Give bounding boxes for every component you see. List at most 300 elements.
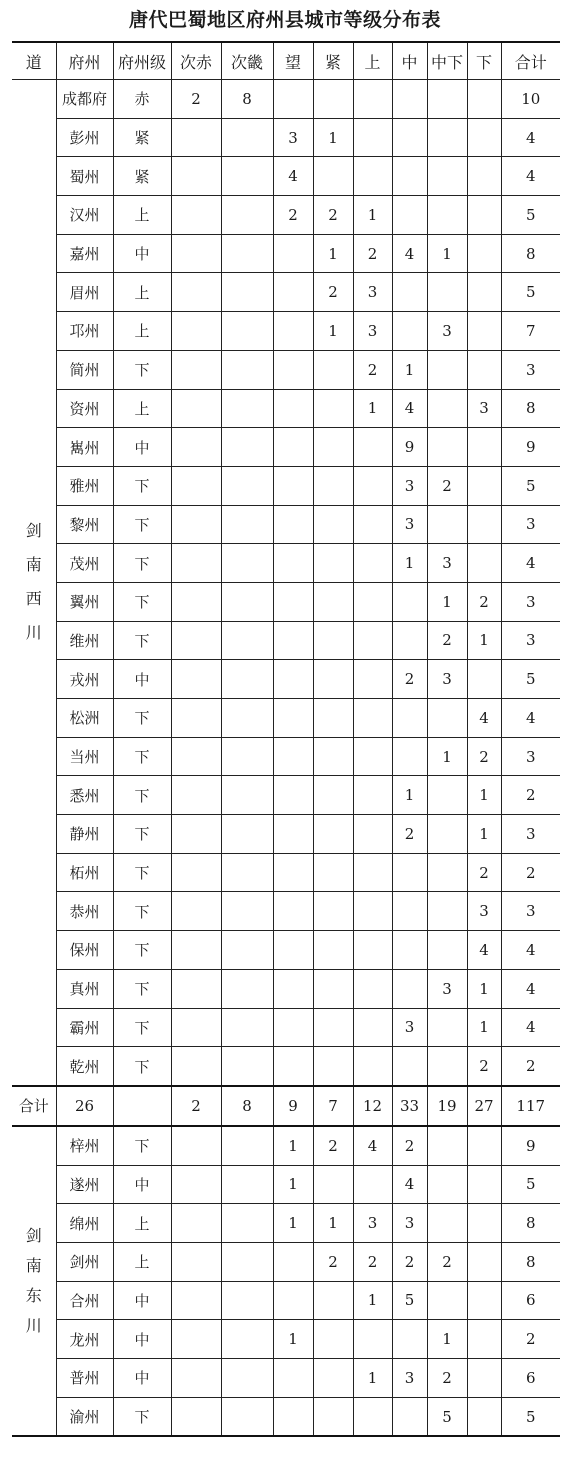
table-cell: 下 [113,621,171,660]
table-cell: 乾州 [56,1047,113,1086]
table-cell: 4 [501,1008,560,1047]
table-cell: 3 [501,621,560,660]
table-cell: 下 [113,737,171,776]
table-cell [273,1008,313,1047]
table-cell [221,428,273,467]
table-row [12,80,560,119]
table-cell [427,853,467,892]
table-cell: 3 [427,969,467,1008]
table-cell [392,621,427,660]
table-row [12,428,560,467]
table-cell [353,505,392,544]
table-cell [171,157,221,196]
table-cell [467,505,501,544]
table-cell: 3 [392,1008,427,1047]
table-cell [313,621,353,660]
table-cell: 简州 [56,350,113,389]
table-cell [221,350,273,389]
column-header: 道 [12,42,56,80]
table-cell: 龙州 [56,1320,113,1359]
table-cell [313,544,353,583]
subtotal-cell: 33 [392,1086,427,1126]
table-cell [392,737,427,776]
table-row [12,273,560,312]
table-cell: 2 [467,1047,501,1086]
table-cell [171,544,221,583]
table-cell [221,969,273,1008]
table-cell [273,350,313,389]
table-row [12,1204,560,1243]
table-cell: 4 [501,157,560,196]
table-cell: 2 [392,660,427,699]
table-cell: 4 [501,544,560,583]
table-cell [392,1320,427,1359]
table-cell: 成都府 [56,80,113,119]
table-cell [313,389,353,428]
table-cell: 5 [392,1281,427,1320]
table-cell: 2 [353,1242,392,1281]
table-cell [273,428,313,467]
table-cell [427,157,467,196]
table-cell [171,582,221,621]
table-cell [273,505,313,544]
table-cell: 保州 [56,931,113,970]
table-cell: 3 [427,544,467,583]
table-cell [171,776,221,815]
table-row [12,312,560,351]
table-cell [171,737,221,776]
table-cell [427,350,467,389]
table-cell [353,660,392,699]
table-cell [313,1047,353,1086]
table-cell: 1 [273,1126,313,1165]
table-cell [171,1281,221,1320]
table-cell [392,118,427,157]
table-cell: 下 [113,582,171,621]
table-cell: 翼州 [56,582,113,621]
table-cell: 黎州 [56,505,113,544]
table-cell: 9 [501,1126,560,1165]
table-cell: 3 [353,273,392,312]
table-cell [467,428,501,467]
table-cell: 2 [392,815,427,854]
table-cell: 下 [113,350,171,389]
table-cell [313,815,353,854]
table-cell [392,969,427,1008]
table-cell: 7 [501,312,560,351]
table-row [12,1320,560,1359]
table-cell: 眉州 [56,273,113,312]
table-cell [427,428,467,467]
table-cell: 2 [313,1126,353,1165]
table-row [12,699,560,738]
table-cell [171,1359,221,1398]
table-cell [273,931,313,970]
table-row [12,1397,560,1436]
table-cell: 1 [467,1008,501,1047]
table-cell: 5 [427,1397,467,1436]
table-cell [392,1047,427,1086]
table-cell [221,544,273,583]
table-cell: 3 [427,312,467,351]
column-header: 合计 [501,42,560,80]
table-cell [171,699,221,738]
table-cell [313,1320,353,1359]
table-cell [273,853,313,892]
table-cell [427,505,467,544]
table-cell: 中 [113,1320,171,1359]
column-header: 次畿 [221,42,273,80]
table-cell [392,273,427,312]
subtotal-row [12,1086,560,1126]
table-cell [171,1242,221,1281]
table-cell [427,1204,467,1243]
table-cell: 5 [501,196,560,235]
table-cell [392,582,427,621]
table-cell: 2 [501,1320,560,1359]
table-cell [467,544,501,583]
subtotal-cell: 12 [353,1086,392,1126]
table-cell: 1 [427,582,467,621]
table-cell [313,776,353,815]
table-cell: 梓州 [56,1126,113,1165]
table-cell [221,621,273,660]
table-cell: 1 [353,1281,392,1320]
table-cell: 2 [313,196,353,235]
subtotal-cell: 2 [171,1086,221,1126]
table-cell [221,1047,273,1086]
table-cell: 1 [467,815,501,854]
table-cell [221,1397,273,1436]
table-cell [427,815,467,854]
table-cell [171,815,221,854]
table-cell: 2 [313,1242,353,1281]
table-cell [353,737,392,776]
table-cell: 下 [113,699,171,738]
table-cell [427,931,467,970]
table-cell: 1 [467,776,501,815]
table-row [12,853,560,892]
table-cell [313,660,353,699]
table-cell: 2 [427,466,467,505]
city-grade-table [12,41,560,1437]
table-cell: 1 [313,234,353,273]
table-cell [221,737,273,776]
table-cell [273,1359,313,1398]
table-cell: 2 [427,1359,467,1398]
table-cell: 汉州 [56,196,113,235]
table-cell [273,1242,313,1281]
table-row [12,931,560,970]
table-cell: 悉州 [56,776,113,815]
table-cell [171,621,221,660]
subtotal-cell: 合计 [12,1086,56,1126]
table-cell [427,80,467,119]
table-cell [427,1126,467,1165]
table-cell [467,118,501,157]
table-row [12,737,560,776]
table-cell [313,737,353,776]
table-cell: 上 [113,389,171,428]
table-cell: 8 [501,389,560,428]
table-cell [273,582,313,621]
table-cell: 1 [273,1320,313,1359]
table-cell [467,1397,501,1436]
table-cell [313,969,353,1008]
table-cell: 下 [113,892,171,931]
table-cell [427,1047,467,1086]
table-cell [392,699,427,738]
table-cell: 9 [501,428,560,467]
table-cell [221,1204,273,1243]
table-cell: 8 [501,1242,560,1281]
subtotal-cell: 7 [313,1086,353,1126]
table-cell [273,389,313,428]
table-cell: 2 [501,776,560,815]
circuit-name-cell: 剑 南 西 川 [12,80,56,1086]
table-row [12,1165,560,1204]
table-row [12,815,560,854]
table-cell: 9 [392,428,427,467]
table-row [12,389,560,428]
table-cell: 柘州 [56,853,113,892]
table-cell [221,1126,273,1165]
table-cell: 中 [113,1165,171,1204]
table-cell: 6 [501,1359,560,1398]
column-header: 府州 [56,42,113,80]
column-header: 中下 [427,42,467,80]
table-cell [273,466,313,505]
table-cell [273,776,313,815]
table-cell [353,544,392,583]
subtotal-cell: 8 [221,1086,273,1126]
table-cell: 资州 [56,389,113,428]
column-header: 上 [353,42,392,80]
table-cell [353,80,392,119]
table-cell [467,466,501,505]
table-cell: 4 [501,931,560,970]
table-cell [467,1165,501,1204]
table-cell: 4 [273,157,313,196]
table-cell: 5 [501,1397,560,1436]
table-cell [427,1008,467,1047]
table-cell [171,931,221,970]
table-cell [273,80,313,119]
table-cell: 1 [273,1204,313,1243]
table-cell [273,699,313,738]
table-cell: 4 [467,931,501,970]
table-cell [353,699,392,738]
table-cell [353,1047,392,1086]
table-cell [171,1047,221,1086]
table-cell: 1 [467,969,501,1008]
table-cell [353,428,392,467]
table-cell: 下 [113,815,171,854]
table-cell [221,776,273,815]
table-cell: 静州 [56,815,113,854]
table-cell [171,428,221,467]
table-cell: 3 [467,892,501,931]
table-cell: 3 [501,505,560,544]
table-cell [171,312,221,351]
table-cell [313,892,353,931]
table-cell: 3 [392,466,427,505]
table-cell [467,1281,501,1320]
table-cell: 2 [353,234,392,273]
table-cell: 2 [313,273,353,312]
table-cell [171,1165,221,1204]
table-cell [171,660,221,699]
table-cell [392,80,427,119]
table-cell [392,196,427,235]
table-cell [273,737,313,776]
table-cell [313,466,353,505]
table-cell: 下 [113,931,171,970]
table-cell [313,350,353,389]
table-cell [427,699,467,738]
table-cell: 下 [113,466,171,505]
table-cell: 2 [392,1126,427,1165]
table-cell [467,234,501,273]
table-cell: 霸州 [56,1008,113,1047]
table-cell: 3 [501,582,560,621]
table-cell [467,660,501,699]
table-cell [221,1242,273,1281]
table-cell [392,157,427,196]
table-cell [221,853,273,892]
table-cell: 中 [113,1359,171,1398]
table-cell [427,1165,467,1204]
table-cell [171,969,221,1008]
table-cell [392,312,427,351]
table-cell: 上 [113,196,171,235]
table-cell [313,1008,353,1047]
table-cell [273,969,313,1008]
table-row [12,118,560,157]
table-cell [427,196,467,235]
table-cell [427,892,467,931]
table-cell: 恭州 [56,892,113,931]
table-row [12,157,560,196]
table-cell: 茂州 [56,544,113,583]
table-row [12,544,560,583]
table-cell [171,234,221,273]
table-cell: 2 [467,582,501,621]
table-cell [273,1281,313,1320]
table-cell: 1 [467,621,501,660]
table-cell [313,931,353,970]
table-cell [467,1126,501,1165]
table-cell [467,1320,501,1359]
table-cell [353,621,392,660]
table-cell: 雅州 [56,466,113,505]
column-header: 紧 [313,42,353,80]
table-cell: 4 [501,969,560,1008]
table-cell: 绵州 [56,1204,113,1243]
table-cell [221,505,273,544]
table-cell [392,892,427,931]
table-cell: 上 [113,273,171,312]
table-cell [392,931,427,970]
table-cell [273,660,313,699]
subtotal-cell [113,1086,171,1126]
table-cell [313,1359,353,1398]
table-cell [427,118,467,157]
table-cell [171,466,221,505]
table-cell: 2 [467,853,501,892]
table-cell: 彭州 [56,118,113,157]
table-cell: 2 [171,80,221,119]
table-cell [353,853,392,892]
table-cell: 1 [313,118,353,157]
table-cell [353,815,392,854]
table-cell: 1 [313,1204,353,1243]
table-cell: 5 [501,273,560,312]
table-cell: 5 [501,466,560,505]
table-cell [221,1008,273,1047]
table-cell: 2 [427,1242,467,1281]
table-cell: 维州 [56,621,113,660]
table-cell [273,815,313,854]
table-row [12,1359,560,1398]
table-cell [221,931,273,970]
table-cell [353,892,392,931]
table-row [12,1126,560,1165]
table-cell: 1 [392,544,427,583]
table-cell: 8 [501,234,560,273]
table-cell: 上 [113,312,171,351]
table-cell: 1 [353,1359,392,1398]
table-cell: 4 [467,699,501,738]
table-cell: 中 [113,234,171,273]
table-cell [467,157,501,196]
table-cell: 4 [392,234,427,273]
table-cell [313,1397,353,1436]
table-cell: 2 [467,737,501,776]
table-cell [313,1165,353,1204]
table-cell [313,505,353,544]
table-cell [221,312,273,351]
table-cell: 5 [501,660,560,699]
table-cell: 1 [353,389,392,428]
table-cell: 1 [427,737,467,776]
table-cell: 6 [501,1281,560,1320]
table-cell: 2 [501,853,560,892]
table-title: 唐代巴蜀地区府州县城市等级分布表 [128,9,441,31]
table-cell: 1 [313,312,353,351]
table-cell [171,350,221,389]
header-row [12,42,560,80]
table-cell: 4 [392,389,427,428]
table-cell: 8 [221,80,273,119]
subtotal-cell: 117 [501,1086,560,1126]
table-cell [171,1008,221,1047]
table-row [12,234,560,273]
table-cell [467,196,501,235]
table-cell: 5 [501,1165,560,1204]
table-body [12,80,560,1437]
table-cell: 3 [273,118,313,157]
table-cell [353,157,392,196]
column-header: 府州级 [113,42,171,80]
table-cell: 下 [113,1126,171,1165]
subtotal-cell: 9 [273,1086,313,1126]
table-row [12,350,560,389]
table-cell [467,312,501,351]
table-cell [273,273,313,312]
table-cell [221,196,273,235]
table-cell [313,699,353,738]
